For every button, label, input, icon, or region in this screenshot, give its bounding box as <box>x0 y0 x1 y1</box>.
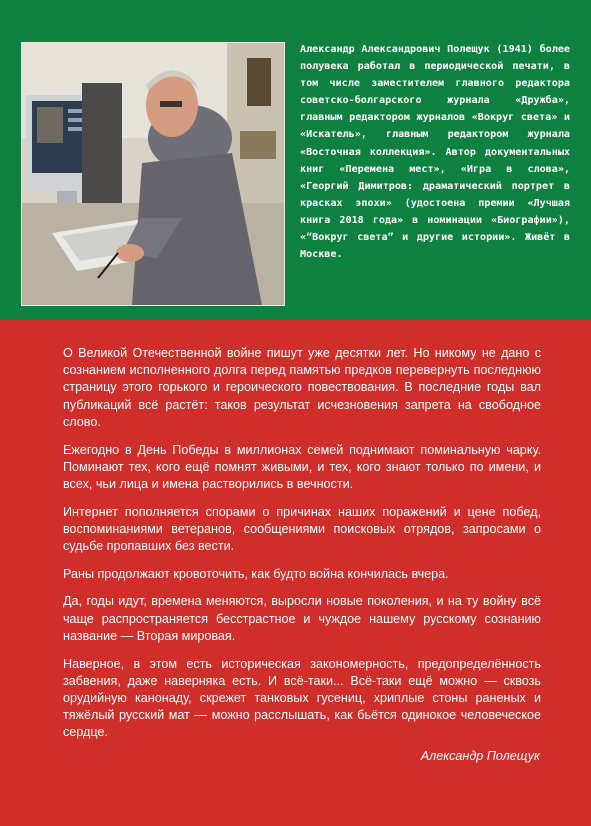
paragraph: О Великой Отечественной войне пишут уже десятки лет. Но никому не дано с сознанием исполненного долга перед памятью предков перевернуть последнюю страницу этого горького и героического повествования. В последние годы вал публикаций всё растёт: таков результат исчезновения запрета на свободное слово. <box>63 346 541 429</box>
paragraph: Интернет пополняется спорами о причинах наших поражений и цене побед, воспоминаниями ветеранов, сообщениями поисковых отрядов, запросами о судьбе пропавших без вести. <box>63 504 541 554</box>
paragraph: Ежегодно в День Победы в миллионах семей поднимают поминальную чарку. Поминают тех, кого ещё помнят живыми, и тех, кого знают только по имени, и всех, чьи лица и имена растворились в вечности. <box>63 442 541 491</box>
author-photo <box>21 42 285 306</box>
author-signature: Александр Полещук <box>420 749 540 763</box>
annotation-text <box>63 345 541 752</box>
paragraph: Раны продолжают кровоточить, как будто война кончилась вчера. <box>63 566 449 581</box>
author-bio: Александр Александрович Полещук (1941) более полувека работал в периодической печати, в том числе заместителем главного редактора советско-болгарского журнала «Дружба», главным редактором журналов «Вокруг света» и «Искатель», главным редактором журнала «Восточная коллекция». Автор документальных книг «Перемена мест», «Игра в слова», «Георгий Димитров: драматический портрет в красках эпохи» (удостоена премии «Лучшая книга 2018 года» в номинации «Биографии»), «“Вокруг света” и другие истории». Живёт в Москве. <box>300 44 570 261</box>
paragraph: Да, годы идут, времена меняются, выросли новые поколения, и на ту войну всё чаще распространяется бесстрастное и чуждое нашему русскому сознанию название — Вторая мировая. <box>63 594 541 643</box>
paragraph: Наверное, в этом есть историческая закономерность, предопределённость забвения, даже наверняка есть. И всё-таки... Всё-таки ещё можно — сквозь орудийную канонаду, скрежет танковых гусениц, хриплые стоны раненых и тяжёлый русский мат — можно расслышать, как бьётся одинокое человеческое сердце. <box>63 656 541 740</box>
